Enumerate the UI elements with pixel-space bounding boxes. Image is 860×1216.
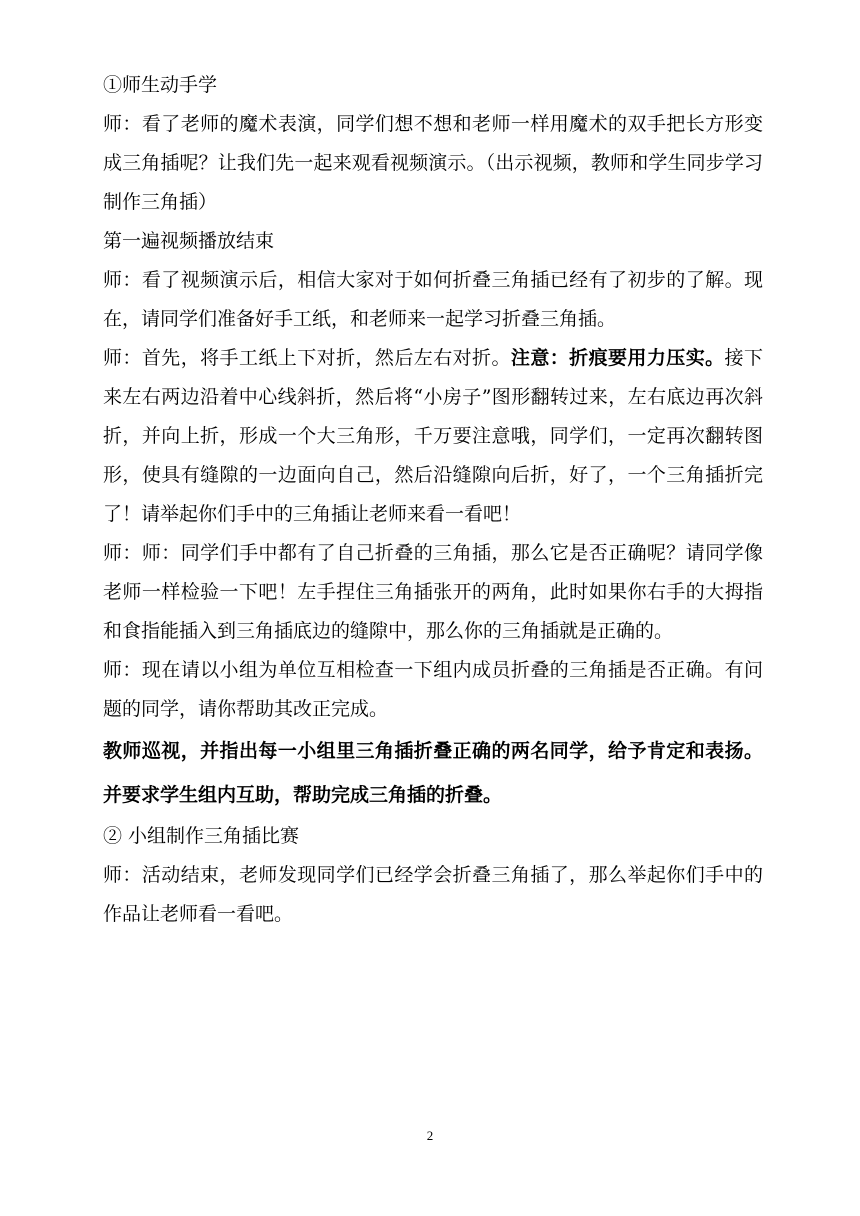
folding-steps-text-end: 接下来左右两边沿着中心线斜折，然后将“小房子”图形翻转过来，左右底边再次斜折，并向上折，形成一个大三角形，千万要注意哦，同学们，一定再次翻转图形，使具有缝隙的一边面向自己，然后沿缝隙向后折，好了，一个三角插折完了！请举起你们手中的三角插让老师来看一看吧！ [103,347,763,525]
document-body [103,66,763,934]
folding-steps-text-start: 师：首先，将手工纸上下对折，然后左右对折。 [103,347,511,369]
teacher-paragraph-group-check: 师：现在请以小组为单位互相检查一下组内成员折叠的三角插是否正确。有问题的同学，请你帮助其改正完成。 [103,659,763,720]
video-end-note: 第一遍视频播放结束 [103,230,275,252]
teacher-inspection-note: 教师巡视，并指出每一小组里三角插折叠正确的两名同学，给予肯定和表扬。并要求学生组内互助，帮助完成三角插的折叠。 [103,740,763,806]
section-1-heading: ①师生动手学 [103,74,218,96]
teacher-paragraph-folding-steps [103,339,763,534]
teacher-paragraph-competition: 师：活动结束，老师发现同学们已经学会折叠三角插了，那么举起你们手中的作品让老师看一看吧。 [103,864,763,925]
folding-steps-emphasis: 注意：折痕要用力压实。 [510,347,725,369]
teacher-paragraph-video-intro: 师：看了老师的魔术表演，同学们想不想和老师一样用魔术的双手把长方形变成三角插呢？让我们先一起来观看视频演示。（出示视频，教师和学生同步学习制作三角插） [103,113,763,213]
teacher-paragraph-prepare: 师：看了视频演示后，相信大家对于如何折叠三角插已经有了初步的了解。现在，请同学们准备好手工纸，和老师来一起学习折叠三角插。 [103,269,763,330]
section-2-heading: ② 小组制作三角插比赛 [103,825,300,847]
page-number: 2 [426,1128,434,1143]
teacher-paragraph-check: 师：师：同学们手中都有了自己折叠的三角插，那么它是否正确呢？请同学像老师一样检验一下吧！左手捏住三角插张开的两角，此时如果你右手的大拇指和食指能插入到三角插底边的缝隙中，那么你的三角插就是正确的。 [103,542,763,642]
